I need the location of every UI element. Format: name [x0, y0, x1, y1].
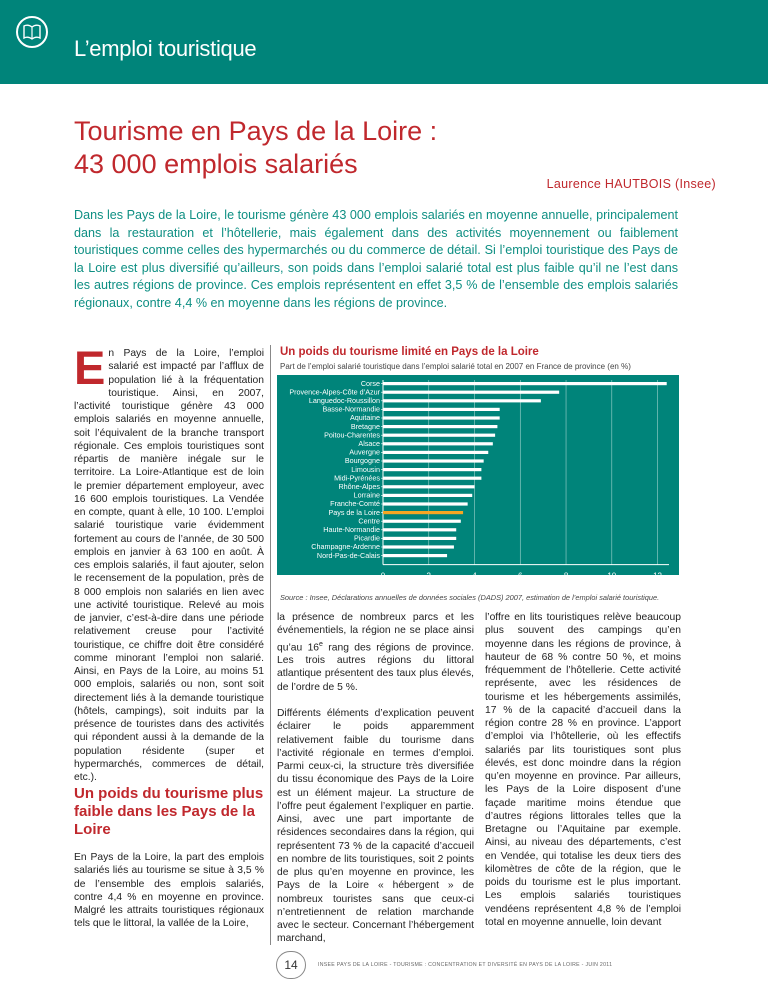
category-label: Haute-Normandie: [323, 525, 380, 534]
category-label: Provence-Alpes-Côte d’Azur: [289, 387, 380, 397]
bar: [383, 477, 481, 480]
category-label: Poitou-Charentes: [324, 430, 380, 440]
column-2-para-1b: rang des régions de province. Les trois autres régions du littoral atlantique présentent des taux plus élevés, de l’ordre de 5 %.: [277, 641, 474, 693]
x-tick-label: 8: [563, 571, 569, 581]
bar: [383, 399, 541, 402]
category-label: Nord-Pas-de-Calais: [316, 550, 380, 560]
bar: [383, 485, 475, 488]
category-label: Alsace: [358, 439, 380, 448]
category-label: Pays de la Loire: [328, 507, 380, 517]
column-2-text: [277, 611, 474, 946]
category-label: Franche-Comté: [330, 499, 380, 509]
chart-panel: [277, 375, 679, 581]
ordinal-suffix: e: [319, 640, 323, 648]
category-label: Limousin: [351, 464, 380, 474]
bar: [383, 468, 481, 471]
bar: [383, 459, 484, 462]
column-1-text: [74, 341, 264, 784]
bar: [383, 425, 497, 428]
lead-paragraph: Dans les Pays de la Loire, le tourisme génère 43 000 emplois salariés en moyenne annuelle, principalement dans la restauration et l’hôtellerie, mais également dans des activités moyennement ou faiblement touristiques comme celles des hypermarchés ou du commerce de détail. Si l’emploi touristique des Pays de la Loire est plus diversifié qu’ailleurs, son poids dans l’emploi salarié total est plus faible qu’il ne l’est dans les autres régions de province. Ces emplois représentent en effet 3,5 % de l’ensemble des emplois salariés régionaux, contre 4,4 % en moyenne dans les régions de province.: [74, 208, 678, 310]
column-2-para-2: Différents éléments d’explication peuvent éclairer le poids apparemment relativement faible du tourisme dans l’activité régionale en termes d’emploi. Parmi ceux-ci, la structure très diversifiée du tissu économique des Pays de la Loire est un élément majeur. La structure de l’offre peut également l’expliquer en partie. Ainsi, avec une part importante de résidences secondaires dans la région, qui représentent 73 % de la capacité d’accueil en nombre de lits touristiques, soit 2 points de plus qu’en moyenne en province, les Pays de la Loire « hébergent » de nombreux touristes sans que ceux-ci n’entretiennent de relation marchande avec le secteur. Concernant l’hébergement marchand,: [277, 708, 474, 945]
bar: [383, 537, 456, 540]
category-label: Languedoc-Roussillon: [308, 396, 380, 405]
column-3-text: l’offre en lits touristiques relève beaucoup plus souvent des campings qu’en moyenne dans les régions de province, à hauteur de 68 % contre 50 %, et moins fréquemment de l’hôtellerie. Cette activité représente, avec les résidences de tourisme et les hébergements assimilés, 17 % de la capacité d’accueil dans la région contre 28 % en province. L’apport d’emploi via l’hôtellerie, où les effectifs salariés par lits touristiques sont plus élevés, est donc moindre dans la région qu’en moyenne en province. Par ailleurs, les Pays de la Loire disposent d’une façade maritime moins étendue que d’autres régions littorales telles que la Bretagne ou l’Aquitaine par exemple. Ainsi, au niveau des départements, c’est en Vendée, qui totalise les deux tiers des kilomètres de côte de la région, que le poids du tourisme est le plus important. Les emplois salariés touristiques vendéens représentent 4,8 % de l’emploi total en moyenne annuelle, loin devant: [485, 612, 681, 928]
author: Laurence HAUTBOIS (Insee): [546, 177, 716, 191]
bar: [383, 391, 559, 394]
bar: [383, 520, 461, 523]
footer-text: INSEE PAYS DE LA LOIRE - TOURISME : CONCENTRATION ET DIVERSITÉ EN PAYS DE LA LOIRE - JUIN 2011: [318, 962, 613, 968]
title-line-2: 43 000 emplois salariés: [74, 149, 358, 179]
category-label: Bretagne: [350, 421, 380, 431]
bar: [383, 494, 472, 497]
category-label: Aquitaine: [350, 413, 380, 423]
bar: [383, 554, 447, 557]
bar: [383, 511, 463, 514]
bar: [383, 434, 495, 437]
chart-subtitle: Part de l’emploi salarié touristique dans l’emploi salarié total en 2007 en France de province (en %): [280, 362, 631, 371]
column-1-continuation: En Pays de la Loire, la part des emplois salariés liés au tourisme se situe à 3,5 % de l’ensemble des emplois salariés, contre 4,4 % en moyenne en province. Malgré les attraits touristiques régionaux tels que le littoral, la vallée de la Loire,: [74, 852, 264, 930]
bar: [383, 451, 488, 454]
column-1-body: n Pays de la Loire, l’emploi salarié est impacté par l’afflux de population lié à la fréquentation touristique. Ainsi, en 2007, l’activité touristique génère 43 000 emplois salariés en moyenne annuelle, soit l’équivalent de la branche transport régionale. Ces emplois touristiques sont répartis de manière inégale sur le territoire. La Loire-Atlantique est de loin le premier département employeur, avec 16 600 emplois touristiques. La Vendée en compte, quant à elle, 10 100. L’emploi salarié touristique varie évidemment fortement au cours de l’année, de 30 500 emplois en janvier à 63 100 en août. À ces emplois salariés, il faut ajouter, selon le recensement de la population, près de 8 000 emplois non salariés en lien avec une activité touristique. Relevé au mois de janvier, c’est-à-dire dans une période relativement creuse pour l’activité touristique, ce chiffre doit être considéré comme minorant l’emploi non salarié. Ainsi, en Pays de la Loire, au moins 51 000 emplois, salariés ou non, sont soit directement liés à la demande touristique (hôtels, campings), soit induits par la présence de touristes dans des activités qui répondent aussi à la demande de la population résidente (super et hypermarchés, commerces de détail, etc.).: [74, 348, 264, 783]
x-tick-label: 10: [607, 571, 617, 581]
category-label: Corse: [360, 378, 380, 388]
subheading: Un poids du tourisme plus faible dans les Pays de la Loire: [74, 785, 264, 838]
x-tick-label: 4: [472, 571, 477, 581]
x-tick-label: 6: [518, 571, 523, 581]
column-2-para-1a: la présence de nombreux parcs et les événementiels, la région ne se place ainsi qu’au 16: [277, 612, 474, 653]
category-label: Midi-Pyrénées: [334, 473, 380, 483]
x-tick-label: 2: [426, 571, 431, 581]
chart-source: Source : Insee, Déclarations annuelles de données sociales (DADS) 2007, estimation de l’emploi salarié touristique.: [280, 593, 660, 602]
bar: [383, 528, 456, 531]
bar: [383, 382, 667, 385]
x-tick-label: 0: [380, 571, 386, 581]
chart-title: Un poids du tourisme limité en Pays de la Loire: [280, 346, 539, 358]
bar: [383, 416, 500, 419]
bar: [383, 545, 454, 548]
category-label: Centre: [358, 516, 380, 526]
bar: [383, 408, 500, 411]
category-label: Picardie: [354, 533, 380, 543]
category-label: Champagne-Ardenne: [311, 542, 380, 552]
article-title: [74, 115, 437, 181]
category-label: Rhône-Alpes: [338, 482, 380, 491]
category-label: Basse-Normandie: [322, 404, 380, 414]
category-label: Lorraine: [353, 490, 380, 500]
title-line-1: Tourisme en Pays de la Loire :: [74, 116, 438, 146]
category-label: Bourgogne: [344, 456, 380, 466]
page-header: [0, 0, 768, 84]
drop-cap: E: [74, 341, 106, 394]
bar: [383, 502, 468, 505]
category-label: Auvergne: [349, 447, 380, 457]
open-book-icon: [16, 16, 48, 48]
column-divider: [270, 345, 271, 945]
section-title: L’emploi touristique: [74, 36, 257, 61]
bar-chart: [277, 375, 679, 581]
page-number: 14: [276, 951, 306, 979]
bar: [383, 442, 493, 445]
x-tick-label: 12: [653, 571, 663, 581]
